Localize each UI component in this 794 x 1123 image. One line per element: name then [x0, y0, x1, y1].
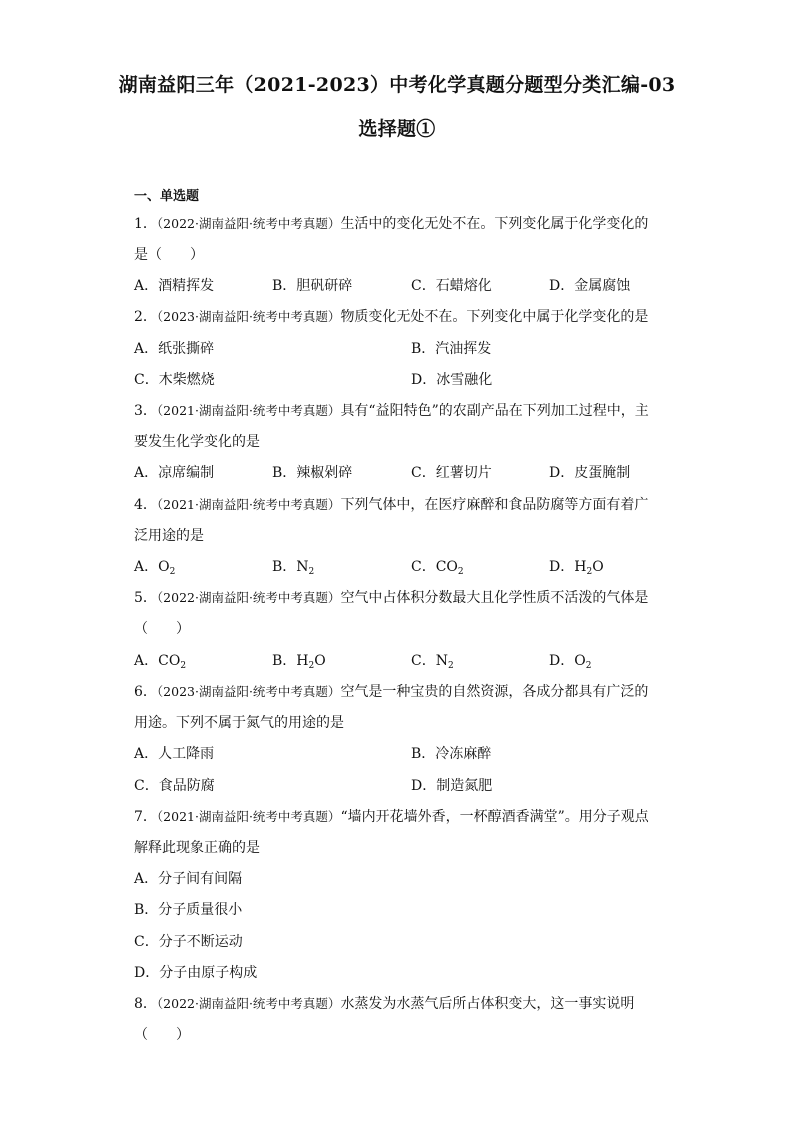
q7-option-b: B．分子质量很小	[134, 902, 243, 918]
question-source: （2022·湖南益阳·统考中考真题）	[156, 216, 341, 231]
question-8-cont: （ ）	[134, 1027, 190, 1043]
q7-option-a: A．分子间有间隔	[134, 871, 243, 887]
q7-option-c: C．分子不断运动	[134, 934, 243, 950]
question-3: 3．（2021·湖南益阳·统考中考真题）具有“益阳特色”的农副产品在下列加工过程中，主	[134, 403, 649, 419]
q4-option-a: A．$O_2$	[134, 559, 176, 577]
question-source: （2021·湖南益阳·统考中考真题）	[156, 809, 341, 824]
question-4-cont: 泛用途的是	[134, 528, 204, 544]
question-source: （2021·湖南益阳·统考中考真题）	[156, 403, 341, 418]
q1-option-a: A．酒精挥发	[134, 278, 215, 294]
q3-option-d: D．皮蛋腌制	[549, 465, 631, 481]
question-source: （2023·湖南益阳·统考中考真题）	[156, 684, 341, 699]
question-7: 7．（2021·湖南益阳·统考中考真题）“墙内开花墙外香，一杯醇酒香满堂”。用分子观点	[134, 809, 649, 825]
q1-option-b: B．胆矾研碎	[272, 278, 353, 294]
q5-option-c: C．$N_2$	[411, 653, 454, 671]
question-5-cont: （ ）	[134, 621, 190, 637]
q3-option-c: C．红薯切片	[411, 465, 492, 481]
q2-option-b: B．汽油挥发	[411, 341, 492, 357]
q6-option-b: B．冷冻麻醉	[411, 746, 492, 762]
q4-option-c: C．$CO_2$	[411, 559, 464, 577]
q3-option-a: A．凉席编制	[134, 465, 215, 481]
q2-option-d: D．冰雪融化	[411, 372, 493, 388]
question-4: 4．（2021·湖南益阳·统考中考真题）下列气体中，在医疗麻醉和食品防腐等方面有着广	[134, 497, 649, 513]
q6-option-d: D．制造氮肥	[411, 778, 493, 794]
q3-option-b: B．辣椒剁碎	[272, 465, 353, 481]
q5-option-b: B．$H_2O$	[272, 653, 326, 671]
q6-option-a: A．人工降雨	[134, 746, 215, 762]
q1-option-c: C．石蜡熔化	[411, 278, 492, 294]
question-8: 8．（2022·湖南益阳·统考中考真题）水蒸发为水蒸气后所占体积变大，这一事实说明	[134, 996, 635, 1012]
q5-option-a: A．$CO_2$	[134, 653, 187, 671]
question-3-cont: 要发生化学变化的是	[134, 434, 260, 450]
q4-option-d: D．$H_2O$	[549, 559, 604, 577]
question-2: 2．（2023·湖南益阳·统考中考真题）物质变化无处不在。下列变化中属于化学变化的是	[134, 309, 649, 325]
document-subtitle: 选择题①	[358, 118, 436, 140]
question-5: 5．（2022·湖南益阳·统考中考真题）空气中占体积分数最大且化学性质不活泼的气体是	[134, 590, 649, 606]
question-source: （2022·湖南益阳·统考中考真题）	[156, 996, 341, 1011]
question-7-cont: 解释此现象正确的是	[134, 840, 260, 856]
document-title: 湖南益阳三年（2021-2023）中考化学真题分题型分类汇编-03	[118, 74, 676, 96]
question-source: （2021·湖南益阳·统考中考真题）	[156, 497, 341, 512]
q1-option-d: D．金属腐蚀	[549, 278, 631, 294]
question-6: 6．（2023·湖南益阳·统考中考真题）空气是一种宝贵的自然资源，各成分都具有广泛的	[134, 684, 649, 700]
question-source: （2023·湖南益阳·统考中考真题）	[156, 309, 341, 324]
q7-option-d: D．分子由原子构成	[134, 965, 258, 981]
q2-option-a: A．纸张撕碎	[134, 341, 215, 357]
question-1: 1．（2022·湖南益阳·统考中考真题）生活中的变化无处不在。下列变化属于化学变化的	[134, 216, 649, 232]
q5-option-d: D．$O_2$	[549, 653, 592, 671]
q2-option-c: C．木柴燃烧	[134, 372, 215, 388]
question-1-cont: 是（ ）	[134, 247, 204, 263]
question-6-cont: 用途。下列不属于氮气的用途的是	[134, 715, 344, 731]
q6-option-c: C．食品防腐	[134, 778, 215, 794]
section-heading: 一、单选题	[134, 189, 200, 204]
q4-option-b: B．$N_2$	[272, 559, 315, 577]
question-source: （2022·湖南益阳·统考中考真题）	[156, 590, 341, 605]
